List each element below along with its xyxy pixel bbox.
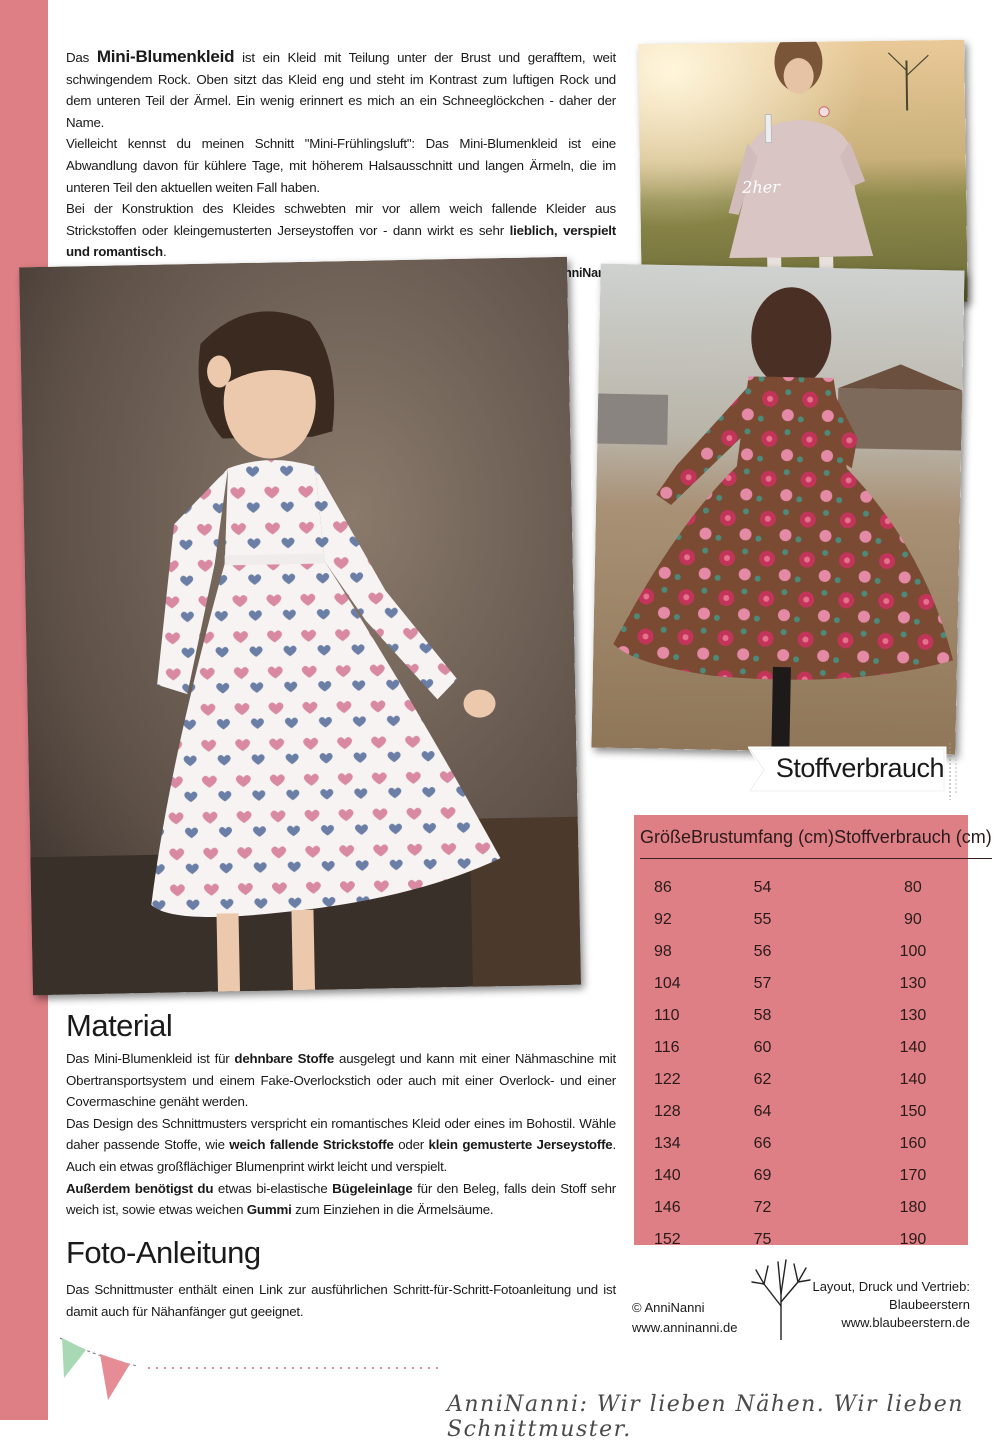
foto-heading: Foto-Anleitung	[66, 1235, 261, 1270]
tree-logo-icon	[750, 1258, 812, 1340]
table-row: 110 58 130	[654, 1007, 927, 1024]
table-row: 146 72 180	[654, 1199, 927, 1216]
material-paragraph-2: Das Design des Schnittmusters verspricht ein romantisches Kleid oder eines im Bohostil. Wähle daher passende Stoffe, wie weich fallende Strickstoffe oder klein gemusterte Jerseystoffe. Auch ein etwas großflächiger Blumenprint wirkt leicht und verspielt.	[66, 1115, 617, 1174]
intro-paragraph-3: Bei der Konstruktion des Kleides schwebten mir vor allem weich fallende Kleider aus Strickstoffen oder kleingemusterten Jerseystoffen vor - dann wirkt es sehr lieblich, verspielt und romantisch.	[66, 201, 616, 260]
col-header-chest: Brustumfang (cm)	[691, 827, 834, 859]
col-header-fabric: Stoffverbrauch (cm)	[834, 827, 992, 859]
table-row: 86 54 80	[654, 879, 922, 896]
table-row: 92 55 90	[654, 911, 922, 928]
fabric-usage-table	[634, 815, 992, 1248]
table-row: 152 75 190	[654, 1231, 927, 1248]
material-paragraph-1: Das Mini-Blumenkleid ist für dehnbare Stoffe ausgelegt und kann mit einer Nähmaschine mit Obertransportsystem und einem Fake-Overlockstich oder auch mit einer Overlock- und einer Covermaschine genäht werden.	[66, 1051, 616, 1110]
intro-paragraph-1: Das Mini-Blumenkleid ist ein Kleid mit Teilung unter der Brust und gerafftem, weit schwingendem Rock. Oben sitzt das Kleid eng und steht im Kontrast zum luftigen Rock und dem unteren Teil der Ärmel. Ein wenig erinnert es mich an ein Schneeglöckchen - daher der Name.	[66, 47, 616, 130]
material-heading: Material	[66, 1008, 173, 1043]
intro-text	[66, 46, 616, 285]
photo-girl-heart-dress	[19, 257, 581, 995]
stoffverbrauch-title: Stoffverbrauch	[775, 753, 944, 783]
author-signature: AnniNanni	[555, 265, 616, 280]
table-row: 134 66 160	[654, 1135, 927, 1152]
bunting-decoration	[58, 1332, 438, 1412]
blaubeerstern-credit: Layout, Druck und Vertrieb: Blaubeerstern www.blaubeerstern.de	[812, 1279, 970, 1330]
anninanni-credit: © AnniNanni www.anninanni.de	[632, 1298, 738, 1338]
blaubeerstern-link[interactable]: www.blaubeerstern.de	[841, 1315, 970, 1330]
intro-paragraph-2: Vielleicht kennst du meinen Schnitt "Mini-Frühlingsluft": Das Mini-Blumenkleid ist eine Abwandlung davon für kühlere Tage, mit höherem Halsausschnitt und langen Ärmeln, die im unteren Teil den aktuellen weiten Fall haben.	[66, 136, 616, 195]
table-row: 140 69 170	[654, 1167, 927, 1184]
anninanni-link[interactable]: www.anninanni.de	[632, 1320, 738, 1335]
material-text	[66, 1048, 616, 1221]
col-header-size: Größe	[640, 827, 691, 859]
table-row: 122 62 140	[654, 1071, 927, 1088]
footer-tagline: AnniNanni: Wir lieben Nähen. Wir lieben Schnittmuster.	[447, 1392, 964, 1442]
photo-watermark: 2her	[742, 177, 780, 197]
foto-text: Das Schnittmuster enthält einen Link zur ausführlichen Schritt-für-Schritt-Fotoanleitung und ist damit auch für Nähanfänger gut geeignet.	[66, 1282, 616, 1319]
product-name: Mini-Blumenkleid	[96, 47, 235, 66]
table-row: 128 64 150	[654, 1103, 927, 1120]
table-row: 116 60 140	[654, 1039, 927, 1056]
table-header-row	[640, 827, 992, 859]
table-row: 104 57 130	[654, 975, 927, 992]
material-paragraph-3: Außerdem benötigst du etwas bi-elastische Bügeleinlage für den Beleg, falls dein Stoff sehr weich ist, sowie etwas weichen Gummi zum Einziehen in die Ärmelsäume.	[66, 1180, 616, 1218]
table-row: 98 56 100	[654, 943, 927, 960]
stoffverbrauch-banner	[748, 743, 968, 800]
photo-girl-floral-dress	[591, 264, 964, 755]
